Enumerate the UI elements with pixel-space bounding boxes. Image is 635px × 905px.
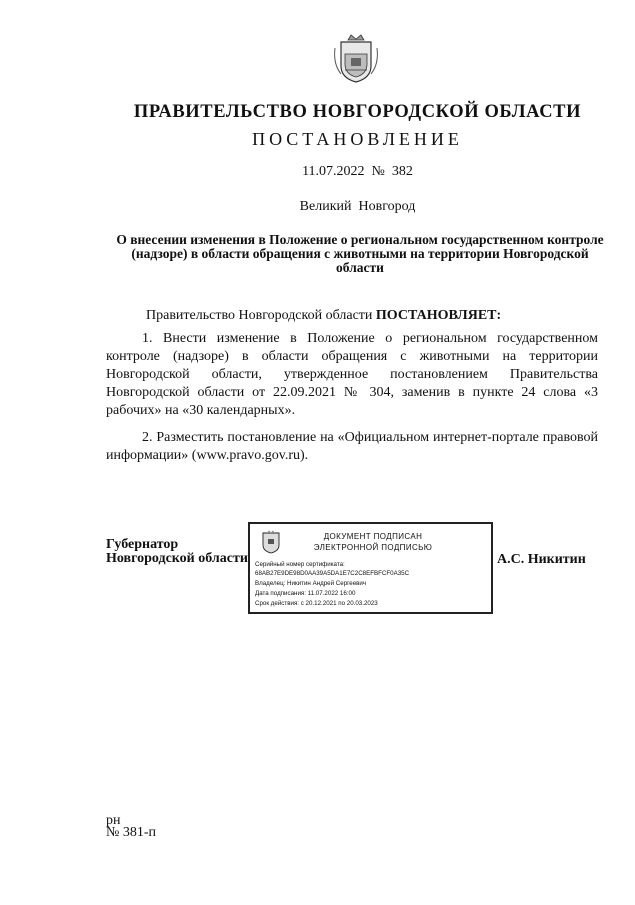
organization-name: ПРАВИТЕЛЬСТВО НОВГОРОДСКОЙ ОБЛАСТИ — [133, 102, 582, 122]
stamp-heading-1: ДОКУМЕНТ ПОДПИСАН — [323, 532, 423, 541]
stamp-signed-date: Дата подписания: 11.07.2022 16:00 — [255, 590, 356, 597]
stamp-coat-of-arms-icon — [260, 530, 282, 554]
paragraph-2: 2. Разместить постановление на «Официальном интернет-портале правовой информации» (www.pravo.gov.ru). — [106, 430, 598, 463]
intro-prefix: Правительство Новгородской области — [146, 308, 376, 323]
stamp-validity: Срок действия: с 20.12.2021 по 20.03.2023 — [255, 600, 378, 607]
city: Великий Новгород — [299, 199, 416, 214]
stamp-serial-label: Серийный номер сертификата: — [255, 561, 345, 568]
paragraph-1: 1. Внести изменение в Положение о региональном государственном контроле (надзоре) в области обращения с животными на территории Новгородской области, утвержденное постановлением Правительства Новгородской области от 22.09.2021 № 304, заменив в пункте 24 слова «3 рабочих» на «30 календарных». — [106, 331, 598, 418]
footer-registration — [106, 815, 156, 839]
signatory-name: А.С. Никитин — [497, 552, 586, 567]
footer-initials: рн — [106, 813, 121, 828]
document-title: О внесении изменения в Положение о региональном государственном контроле (надзоре) в области обращения с животными на территории Новгородской области — [116, 232, 604, 275]
position-line-2: Новгородской области — [106, 551, 248, 566]
stamp-owner: Владелец: Никитин Андрей Сергеевич — [255, 580, 367, 587]
coat-of-arms-icon — [331, 34, 381, 84]
stamp-serial-value: 68AB27E9DE98D0AA39A5DA1E7C2C8EFBFCF0A35C — [255, 570, 410, 577]
stamp-heading-2: ЭЛЕКТРОННОЙ ПОДПИСЬЮ — [313, 543, 433, 552]
date-and-number: 11.07.2022 № 382 — [302, 164, 413, 179]
footer-number: № 381-п — [106, 825, 157, 840]
position-line-1: Губернатор — [106, 537, 179, 552]
intro-line — [146, 308, 501, 324]
intro-resolves: ПОСТАНОВЛЯЕТ: — [375, 308, 502, 323]
document-type: ПОСТАНОВЛЕНИЕ — [252, 129, 463, 149]
signatory-position — [106, 538, 248, 566]
electronic-signature-stamp — [248, 522, 493, 614]
